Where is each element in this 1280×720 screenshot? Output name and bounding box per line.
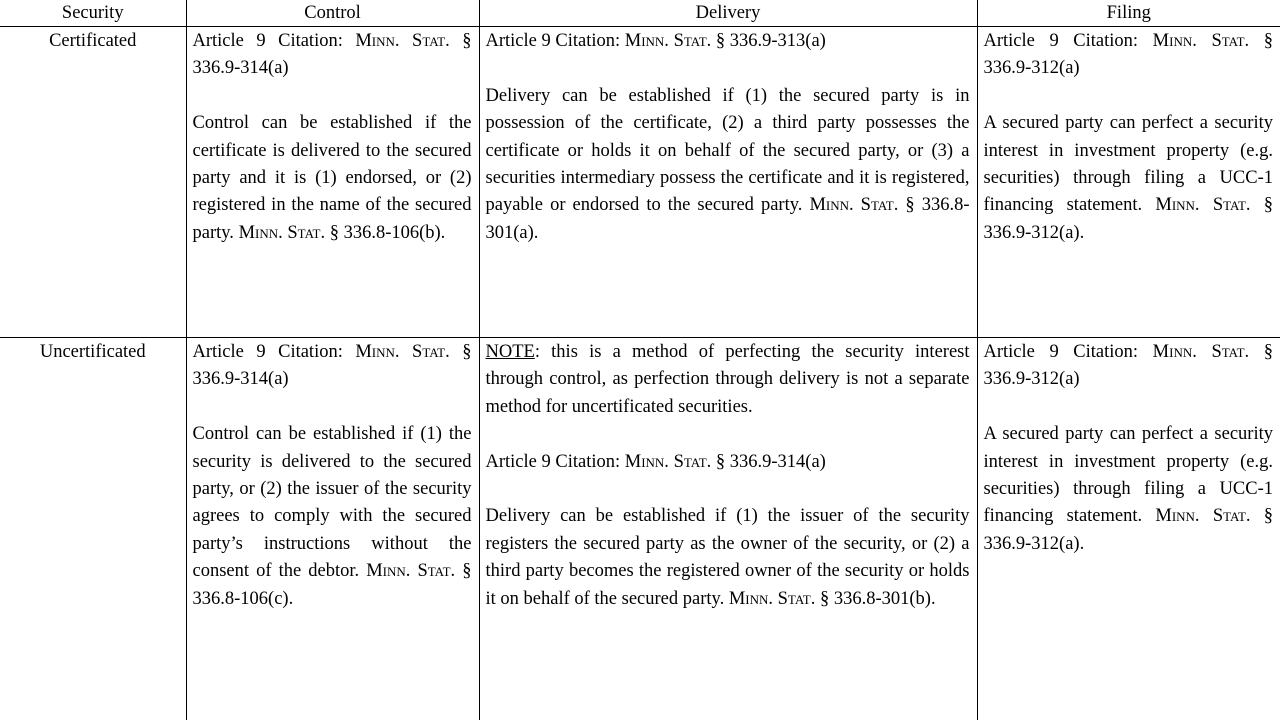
header-security: Security <box>0 0 186 27</box>
filing-cell <box>977 27 1280 338</box>
header-delivery: Delivery <box>479 0 977 27</box>
control-cell <box>186 27 479 338</box>
delivery-cell <box>479 27 977 338</box>
citation: Article 9 Citation: Minn. Stat. § 336.9-312(a) <box>983 31 1274 79</box>
citation: Article 9 Citation: Minn. Stat. § 336.9-314(a) <box>192 342 472 390</box>
filing-description: A secured party can perfect a security interest in investment property (e.g. securities) through filing a UCC-1 financing statement. Minn. Stat. § 336.9-312(a). <box>983 113 1274 243</box>
header-row <box>0 0 1280 27</box>
header-filing: Filing <box>977 0 1280 27</box>
table-row <box>0 27 1280 338</box>
citation: Article 9 Citation: Minn. Stat. § 336.9-313(a) <box>485 31 826 51</box>
note-label: NOTE <box>485 342 535 362</box>
citation: Article 9 Citation: Minn. Stat. § 336.9-314(a) <box>192 31 472 79</box>
citation: Article 9 Citation: Minn. Stat. § 336.9-312(a) <box>983 342 1274 390</box>
delivery-description: Delivery can be established if (1) the secured party is in possession of the certificate, (2) a third party possesses the certificate or holds it on behalf of the secured party, or (3) a securities intermediary possess the certificate and it is registered, payable or endorsed to the secured party. Minn. Stat. § 336.8-301(a). <box>485 85 970 243</box>
note: NOTE: this is a method of perfecting the security interest through control, as perfection through delivery is not a separate method for uncertificated securities. <box>485 342 970 417</box>
table-row <box>0 338 1280 720</box>
citation: Article 9 Citation: Minn. Stat. § 336.9-314(a) <box>485 451 826 472</box>
control-description: Control can be established if the certificate is delivered to the secured party and it is (1) endorsed, or (2) registered in the name of the secured party. Minn. Stat. § 336.8-106(b). <box>192 113 472 243</box>
security-type-cell: Certificated <box>0 27 186 338</box>
security-type-cell: Uncertificated <box>0 338 186 720</box>
delivery-cell <box>479 338 977 720</box>
control-cell <box>186 338 479 720</box>
header-control: Control <box>186 0 479 27</box>
delivery-description: Delivery can be established if (1) the issuer of the security registers the secured party as the owner of the security, or (2) a third party becomes the registered owner of the security or holds it on behalf of the secured party. Minn. Stat. § 336.8-301(b). <box>485 506 970 609</box>
control-description: Control can be established if (1) the security is delivered to the secured party, or (2) the issuer of the security agrees to comply with the secured party’s instructions without the consent of the debtor. Minn. Stat. § 336.8-106(c). <box>192 424 472 609</box>
filing-description: A secured party can perfect a security interest in investment property (e.g. securities) through filing a UCC-1 financing statement. Minn. Stat. § 336.9-312(a). <box>983 424 1274 554</box>
filing-cell <box>977 338 1280 720</box>
